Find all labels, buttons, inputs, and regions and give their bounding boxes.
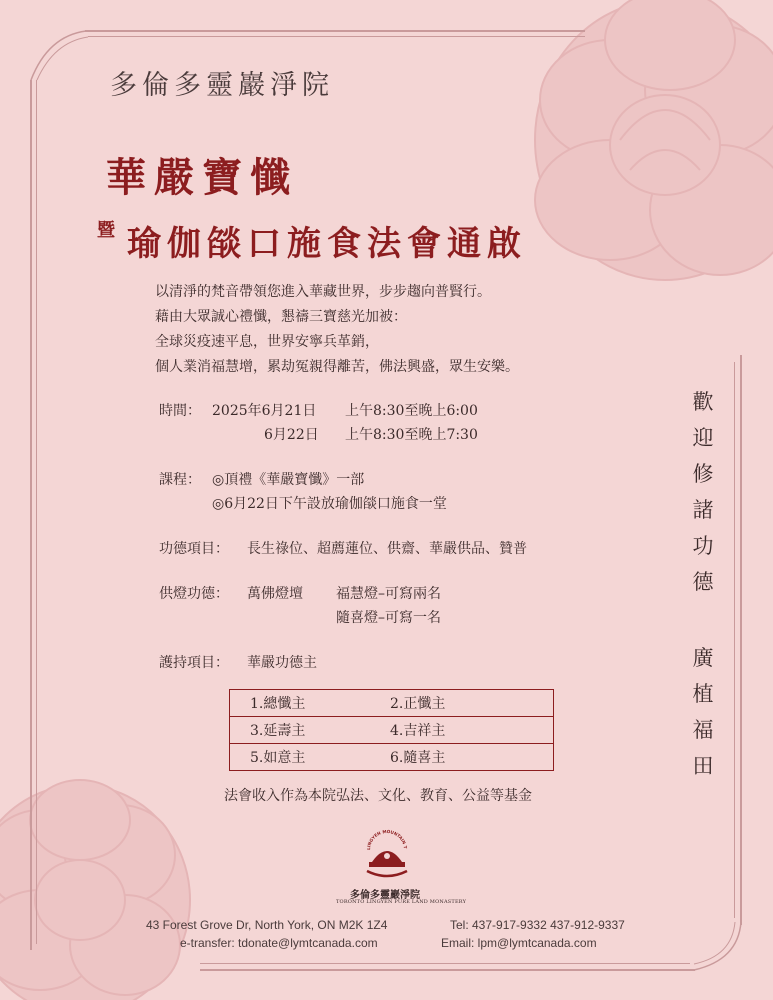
fund-note: 法會收入作為本院弘法、文化、教育、公益等基金 (224, 788, 532, 804)
logo-name-en: TORONTO LINGYEN PURE LAND MONASTERY (336, 899, 467, 905)
vertical-slogan-2 (688, 640, 718, 784)
vertical-char: 德 (692, 570, 714, 594)
lamp-label: 供燈功德： (159, 586, 229, 602)
table-cell: 1.總懺主 (230, 690, 391, 717)
page-title: 華嚴寶懺 (106, 154, 298, 201)
vertical-char: 福 (692, 718, 714, 742)
title-prefix: 暨 (97, 220, 115, 241)
page-subtitle: 瑜伽燄口施食法會通啟 (127, 224, 527, 264)
schedule-label: 時間： (159, 403, 201, 419)
frame-left-line (30, 80, 32, 950)
frame-bottom-line (200, 969, 695, 971)
footer-tel[interactable]: Tel: 437-917-9332 437-912-9337 (450, 918, 625, 932)
schedule-day1-date: 2025年6月21日 (212, 403, 317, 419)
sponsor-table (229, 689, 554, 771)
footer-etransfer[interactable]: e-transfer: tdonate@lymtcanada.com (180, 936, 378, 950)
table-cell: 6.隨喜主 (390, 744, 554, 771)
support-item: 華嚴功德主 (247, 655, 317, 671)
vertical-char: 諸 (692, 498, 714, 522)
support-label: 護持項目： (159, 655, 229, 671)
course-item: ◎6月22日下午設放瑜伽燄口施食一堂 (212, 496, 447, 512)
vertical-slogan-1 (688, 384, 718, 600)
frame-corner-bottom-right-icon (690, 920, 745, 972)
logo-arc-text: LINGYEN MOUNTAIN T (365, 828, 408, 851)
schedule-day2-time: 上午8:30至晚上7:30 (345, 427, 478, 443)
merit-label: 功德項目： (159, 541, 229, 557)
table-cell: 3.延壽主 (230, 717, 391, 744)
intro-line: 以清淨的梵音帶領您進入華藏世界，步步趨向普賢行。 (155, 284, 491, 300)
lamp-name: 萬佛燈壇 (247, 586, 303, 602)
svg-text:LINGYEN MOUNTAIN TEMPLE (362, 826, 408, 850)
vertical-char: 歡 (692, 390, 714, 414)
vertical-char: 修 (692, 462, 714, 486)
temple-logo-icon (362, 826, 412, 882)
footer-address: 43 Forest Grove Dr, North York, ON M2K 1Z4 (146, 918, 388, 932)
frame-corner-top-left-icon (28, 28, 90, 84)
frame-top-line (85, 30, 585, 32)
vertical-char: 迎 (692, 426, 714, 450)
frame-bottom-line-inner (200, 963, 690, 964)
peony-flower-top-right-icon (500, 0, 773, 310)
table-cell: 5.如意主 (230, 744, 391, 771)
frame-right-line (740, 355, 742, 925)
vertical-char: 功 (692, 534, 714, 558)
course-item: ◎頂禮《華嚴寶懺》一部 (212, 472, 365, 488)
lamp-item: 隨喜燈–可寫一名 (336, 610, 441, 626)
merit-items: 長生祿位、超薦蓮位、供齋、華嚴供品、贊普 (247, 541, 527, 557)
frame-left-line-inner (36, 80, 37, 944)
intro-line: 全球災疫速平息，世界安寧兵革銷， (155, 334, 379, 350)
schedule-day1-time: 上午8:30至晚上6:00 (345, 403, 478, 419)
course-label: 課程： (159, 472, 201, 488)
intro-line: 個人業消福慧增，累劫冤親得離苦，佛法興盛，眾生安樂。 (155, 359, 519, 375)
logo-name-zh: 多倫多靈巖淨院 (350, 890, 420, 901)
lamp-item: 福慧燈–可寫兩名 (336, 586, 441, 602)
intro-paragraph (155, 280, 519, 380)
table-row (230, 690, 554, 717)
frame-right-line-inner (734, 362, 735, 918)
table-row (230, 744, 554, 771)
vertical-char: 廣 (692, 646, 714, 670)
intro-line: 藉由大眾誠心禮懺，懇禱三寶慈光加被： (155, 309, 407, 325)
frame-top-line-inner (88, 36, 585, 37)
table-cell: 2.正懺主 (390, 690, 554, 717)
table-row (230, 717, 554, 744)
vertical-char: 植 (692, 682, 714, 706)
table-cell: 4.吉祥主 (390, 717, 554, 744)
temple-name: 多倫多靈巖淨院 (110, 70, 334, 101)
schedule-day2-date: 6月22日 (264, 427, 319, 443)
vertical-char: 田 (692, 754, 714, 778)
footer-email[interactable]: Email: lpm@lymtcanada.com (441, 936, 597, 950)
